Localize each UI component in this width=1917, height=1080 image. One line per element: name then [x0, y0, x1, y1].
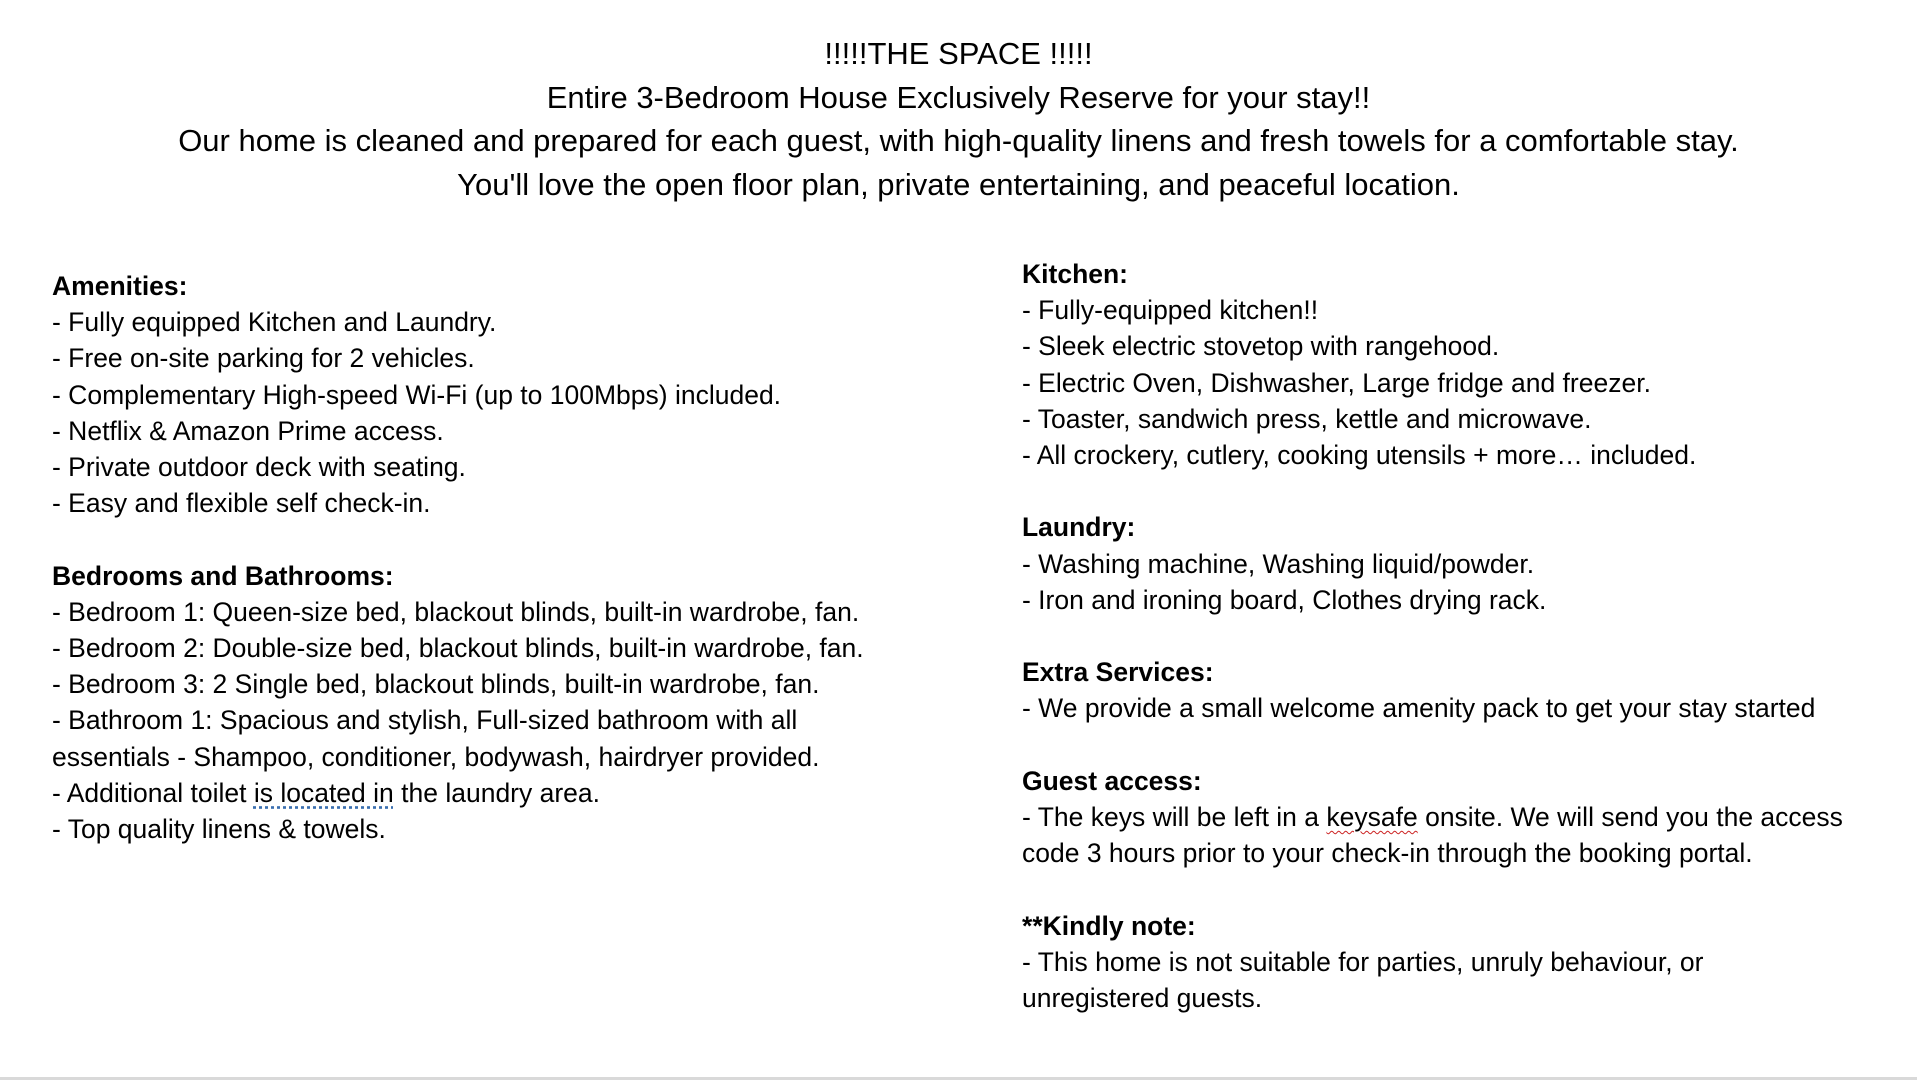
spelling-underline: keysafe	[1326, 802, 1418, 832]
left-column	[52, 268, 1012, 883]
amenities-title: Amenities:	[52, 271, 188, 301]
header-subtitle: Entire 3-Bedroom House Exclusively Reserve for your stay!!	[546, 79, 1371, 115]
guest-text-prefix: - The keys will be left in a	[1022, 802, 1327, 832]
list-item: - Free on-site parking for 2 vehicles.	[52, 343, 475, 374]
list-item: - This home is not suitable for parties, unruly behaviour, or	[1022, 946, 1704, 977]
list-item: - Sleek electric stovetop with rangehood.	[1022, 331, 1500, 362]
list-item: - We provide a small welcome amenity pack to get your stay started	[1022, 693, 1816, 724]
kindly-note-title: **Kindly note:	[1022, 910, 1196, 941]
list-item: - Bathroom 1: Spacious and stylish, Full-sized bathroom with all	[52, 705, 798, 736]
kindly-note-section	[1022, 908, 1912, 1017]
list-item: - Electric Oven, Dishwasher, Large fridge and freezer.	[1022, 367, 1651, 398]
list-item: - Top quality linens & towels.	[52, 814, 386, 845]
header-description-line-1: Our home is cleaned and prepared for each guest, with high-quality linens and fresh towels for a comfortable stay.	[178, 123, 1739, 158]
list-item: - Toaster, sandwich press, kettle and microwave.	[1022, 403, 1592, 434]
list-item: - Bedroom 2: Double-size bed, blackout blinds, built-in wardrobe, fan.	[52, 633, 864, 664]
list-item-keysafe	[1022, 799, 1912, 835]
list-item: - All crockery, cutlery, cooking utensils + more… included.	[1022, 440, 1697, 471]
laundry-section	[1022, 509, 1912, 618]
guest-access-title: Guest access:	[1022, 765, 1202, 796]
list-item: - Bedroom 1: Queen-size bed, blackout blinds, built-in wardrobe, fan.	[52, 596, 860, 627]
list-item: - Bedroom 3: 2 Single bed, blackout blinds, built-in wardrobe, fan.	[52, 669, 820, 700]
list-item-toilet	[52, 775, 1012, 811]
header-title: !!!!!THE SPACE !!!!!	[824, 36, 1093, 71]
list-item: - Private outdoor deck with seating.	[52, 452, 466, 483]
laundry-title: Laundry:	[1022, 512, 1136, 543]
list-item: - Iron and ironing board, Clothes drying rack.	[1022, 584, 1547, 615]
kitchen-title: Kitchen:	[1022, 259, 1128, 289]
bedrooms-section	[52, 558, 1012, 848]
guest-text-suffix: onsite. We will send you the access	[1417, 802, 1843, 832]
list-item: - Netflix & Amazon Prime access.	[52, 415, 444, 446]
amenities-section	[52, 268, 1012, 521]
list-item: - Washing machine, Washing liquid/powder.	[1022, 548, 1535, 579]
grammar-underline: is located in	[253, 777, 394, 808]
guest-access-section	[1022, 763, 1912, 872]
page-header	[0, 32, 1917, 206]
extra-services-section	[1022, 654, 1912, 726]
toilet-text-prefix: - Additional toilet	[52, 777, 254, 808]
extra-services-title: Extra Services:	[1022, 657, 1214, 688]
list-item: - Fully-equipped kitchen!!	[1022, 295, 1319, 326]
list-item-continuation: essentials - Shampoo, conditioner, bodywash, hairdryer provided.	[52, 741, 820, 772]
toilet-text-suffix: the laundry area.	[393, 777, 601, 808]
bedrooms-title: Bedrooms and Bathrooms:	[52, 560, 394, 591]
list-item: - Fully equipped Kitchen and Laundry.	[52, 307, 497, 338]
list-item: - Easy and flexible self check-in.	[52, 488, 431, 519]
header-description-line-2: You'll love the open floor plan, private entertaining, and peaceful location.	[457, 166, 1460, 202]
list-item-continuation: unregistered guests.	[1022, 983, 1263, 1013]
right-column	[1022, 256, 1912, 1052]
list-item-continuation: code 3 hours prior to your check-in through the booking portal.	[1022, 838, 1753, 869]
list-item: - Complementary High-speed Wi-Fi (up to 100Mbps) included.	[52, 379, 782, 410]
kitchen-section	[1022, 256, 1912, 473]
